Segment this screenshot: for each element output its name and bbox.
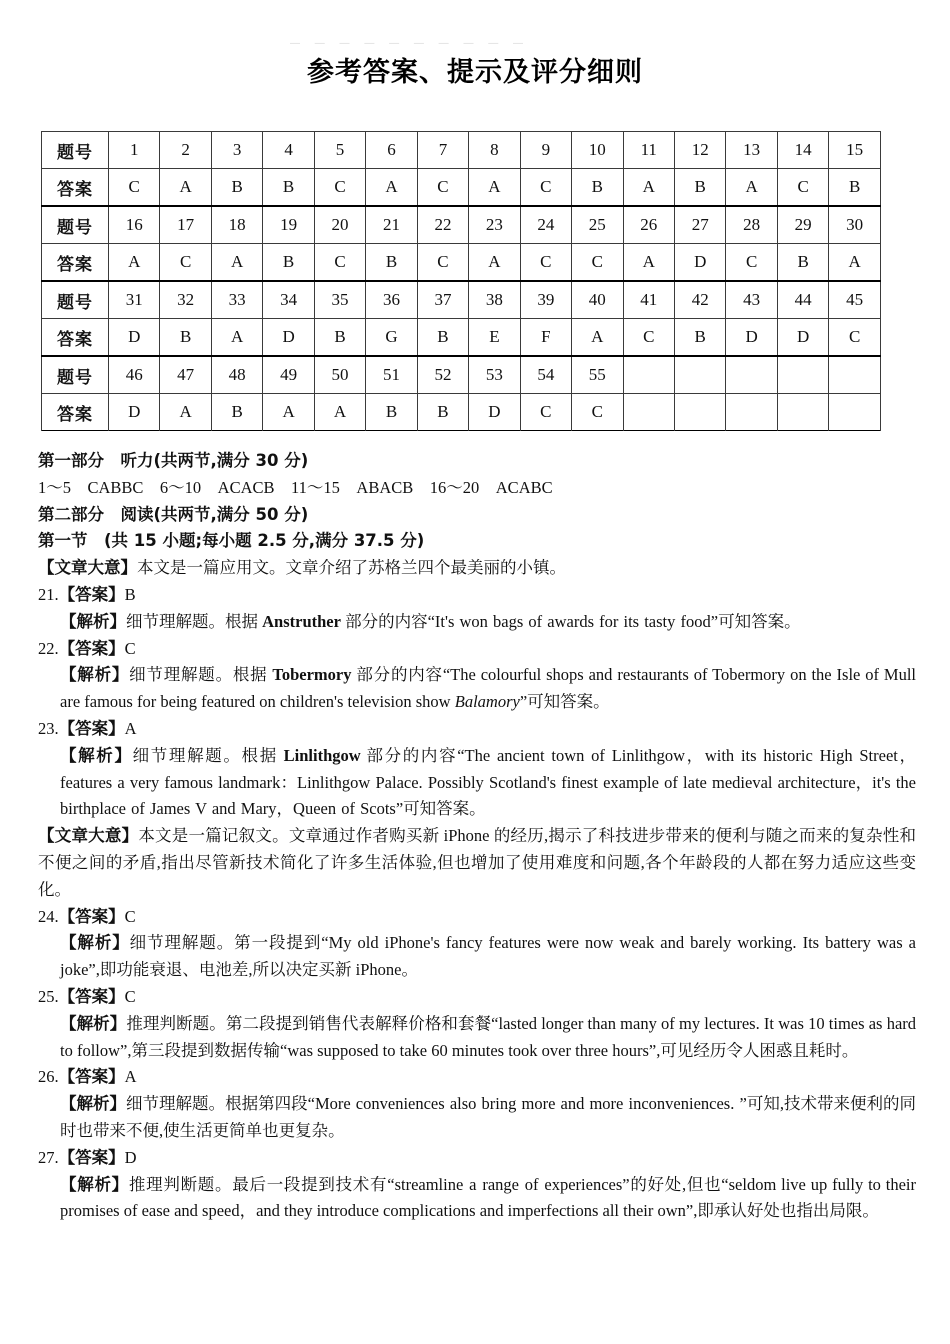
cell-number: 28 xyxy=(726,206,777,244)
cell-answer: B xyxy=(777,244,828,282)
analysis-label: 【解析】 xyxy=(60,1174,129,1194)
cell-answer: C xyxy=(572,244,623,282)
analysis-label: 【解析】 xyxy=(60,611,126,631)
cell-answer: D xyxy=(469,394,520,431)
cell-answer: B xyxy=(366,244,417,282)
cell-answer: B xyxy=(263,169,314,207)
cell-number: 20 xyxy=(314,206,365,244)
cell-number: 51 xyxy=(366,356,417,394)
cell-number: 37 xyxy=(417,281,468,319)
cell-answer: C xyxy=(829,319,881,357)
cell-number: 10 xyxy=(572,132,623,169)
cell-answer: B xyxy=(417,394,468,431)
cell-number: 2 xyxy=(160,132,211,169)
cell-answer: C xyxy=(417,244,468,282)
cell-number: 22 xyxy=(417,206,468,244)
row-header-number: 题号 xyxy=(42,356,109,394)
cell-answer: G xyxy=(366,319,417,357)
item-21-answer xyxy=(38,582,916,609)
cell-number: 31 xyxy=(109,281,160,319)
gist-text: 本文是一篇记叙文。文章通过作者购买新 iPhone 的经历,揭示了科技进步带来的便利与随之而来的复杂性和不便之间的矛盾,指出尽管新技术简化了许多生活体验,但也增加了使用难度和问题,各个年龄段的人都在努力适应这些变化。 xyxy=(38,826,916,899)
item-25-answer xyxy=(38,984,916,1011)
item-number: 26. xyxy=(38,1067,59,1087)
analysis-post: ”,即功能衰退、电池差,所以决定买新 iPhone。 xyxy=(88,960,418,980)
cell-number: 55 xyxy=(572,356,623,394)
cell-number: 5 xyxy=(314,132,365,169)
cell-number: 27 xyxy=(674,206,725,244)
cell-answer: C xyxy=(109,169,160,207)
cell-answer: B xyxy=(417,319,468,357)
analysis-post: ”可知答案。 xyxy=(395,799,486,819)
cell-answer: B xyxy=(211,394,262,431)
table-row xyxy=(42,244,881,282)
cell-number: 36 xyxy=(366,281,417,319)
cell-answer: C xyxy=(160,244,211,282)
answer-table-container xyxy=(41,131,881,431)
cell-answer: D xyxy=(777,319,828,357)
analysis-pre: 细节理解题。根据第四段“ xyxy=(126,1094,315,1114)
analysis-quote: lasted longer than many of my lectures. It was 10 times as hard to follow xyxy=(60,1013,917,1060)
answer-value: A xyxy=(124,718,137,738)
cell-number: 3 xyxy=(211,132,262,169)
analysis-post: ”可知答案。 xyxy=(519,692,610,712)
cell-answer: F xyxy=(520,319,571,357)
cell-answer: C xyxy=(623,319,674,357)
page-title: 参考答案、提示及评分细则 xyxy=(307,57,643,88)
item-number: 23. xyxy=(38,718,59,738)
cell-number-empty xyxy=(623,356,674,394)
cell-answer: D xyxy=(109,319,160,357)
answer-value: C xyxy=(124,638,136,658)
analysis-quote-2: was supposed to take 60 minutes took over three hours xyxy=(287,1040,649,1060)
cell-number: 33 xyxy=(211,281,262,319)
cell-answer: B xyxy=(674,169,725,207)
cell-number: 47 xyxy=(160,356,211,394)
analysis-quote-2: seldom live up fully to their promises of ease and speed，and they introduce complications and imperfections all their own xyxy=(60,1174,917,1221)
answer-label: 【答案】 xyxy=(58,906,125,926)
cell-number: 21 xyxy=(366,206,417,244)
analysis-pre: 细节理解题。根据 xyxy=(126,611,263,631)
row-header-number: 题号 xyxy=(42,132,109,169)
cell-number: 17 xyxy=(160,206,211,244)
cell-number: 18 xyxy=(211,206,262,244)
cell-number: 6 xyxy=(366,132,417,169)
cell-number: 38 xyxy=(469,281,520,319)
cell-answer-empty xyxy=(777,394,828,431)
cell-number: 40 xyxy=(572,281,623,319)
cell-number: 53 xyxy=(469,356,520,394)
analysis-mid: 部分的内容“ xyxy=(340,611,435,631)
analysis-post: ”,可见经历令人困惑且耗时。 xyxy=(648,1040,859,1060)
cell-answer: A xyxy=(211,244,262,282)
analysis-post: ”可知,技术带来便利的同时也带来不便,使生活更简单也更复杂。 xyxy=(60,1094,917,1140)
cell-number: 24 xyxy=(520,206,571,244)
cell-number: 39 xyxy=(520,281,571,319)
cell-number: 32 xyxy=(160,281,211,319)
cell-answer: B xyxy=(263,244,314,282)
analysis-mid: ”的好处,但也“ xyxy=(622,1174,729,1194)
cell-number: 50 xyxy=(314,356,365,394)
cell-number: 35 xyxy=(314,281,365,319)
analysis-pre: 细节理解题。根据 xyxy=(132,745,284,765)
item-number: 22. xyxy=(38,638,59,658)
item-number: 21. xyxy=(38,584,59,604)
cell-answer: C xyxy=(520,244,571,282)
answer-label: 【答案】 xyxy=(58,1067,125,1087)
cell-number: 1 xyxy=(109,132,160,169)
cell-number: 26 xyxy=(623,206,674,244)
analysis-mid: 部分的内容“ xyxy=(360,745,465,765)
cell-number: 52 xyxy=(417,356,468,394)
cell-number: 15 xyxy=(829,132,881,169)
passage1-gist xyxy=(38,555,916,582)
cell-number: 4 xyxy=(263,132,314,169)
analysis-pre: 推理判断题。第二段提到销售代表解释价格和套餐“ xyxy=(126,1013,499,1033)
analysis-pre: 推理判断题。最后一段提到技术有“ xyxy=(128,1174,395,1194)
cell-number: 13 xyxy=(726,132,777,169)
item-number: 25. xyxy=(38,986,59,1006)
analysis-post: ”,即承认好处也指出局限。 xyxy=(685,1201,879,1221)
answer-label: 【答案】 xyxy=(58,584,125,604)
cell-answer: A xyxy=(469,244,520,282)
gist-label: 【文章大意】 xyxy=(38,826,139,846)
listening-answers-line: 1～5 CABBC 6～10 ACACB 11～15 ABACB 16～20 ACABC xyxy=(38,477,553,497)
cell-answer-empty xyxy=(726,394,777,431)
item-26-answer xyxy=(38,1064,916,1091)
item-24-answer xyxy=(38,904,916,931)
cell-number: 11 xyxy=(623,132,674,169)
cell-answer: A xyxy=(211,319,262,357)
cell-answer: C xyxy=(520,169,571,207)
item-25-analysis xyxy=(60,1011,916,1065)
analysis-quote: The colourful shops and restaurants of Tobermory on the Isle of Mull are famous for being featured on children's television show xyxy=(60,665,917,712)
table-row xyxy=(42,394,881,431)
row-header-answer: 答案 xyxy=(42,394,109,431)
cell-answer: D xyxy=(109,394,160,431)
cell-answer-empty xyxy=(829,394,881,431)
table-row xyxy=(42,169,881,207)
item-27-analysis xyxy=(60,1172,916,1226)
analysis-mid: 部分的内容“ xyxy=(351,665,451,685)
cell-number: 30 xyxy=(829,206,881,244)
row-header-answer: 答案 xyxy=(42,169,109,207)
cell-number: 42 xyxy=(674,281,725,319)
cell-number: 49 xyxy=(263,356,314,394)
item-26-analysis xyxy=(60,1091,916,1145)
analysis-label: 【解析】 xyxy=(60,933,130,953)
item-23-analysis xyxy=(60,743,916,823)
analysis-pre: 细节理解题。第一段提到“ xyxy=(129,933,329,953)
cell-number: 46 xyxy=(109,356,160,394)
answer-label: 【答案】 xyxy=(58,986,125,1006)
analysis-quote-italic: Balamory xyxy=(454,692,520,712)
cell-number: 44 xyxy=(777,281,828,319)
table-row xyxy=(42,319,881,357)
cell-answer: C xyxy=(777,169,828,207)
cell-number: 45 xyxy=(829,281,881,319)
cell-number-empty xyxy=(726,356,777,394)
cell-answer: B xyxy=(160,319,211,357)
cell-answer: E xyxy=(469,319,520,357)
analysis-keyword: Anstruther xyxy=(262,611,341,631)
analysis-label: 【解析】 xyxy=(60,745,133,765)
cell-answer: D xyxy=(674,244,725,282)
cell-number: 8 xyxy=(469,132,520,169)
explanations-body xyxy=(38,448,916,1225)
cell-answer: C xyxy=(520,394,571,431)
row-header-answer: 答案 xyxy=(42,319,109,357)
cell-number: 25 xyxy=(572,206,623,244)
table-row xyxy=(42,132,881,169)
watermark-strip: — — — — — — — — — — xyxy=(290,38,530,49)
cell-number: 54 xyxy=(520,356,571,394)
table-row xyxy=(42,206,881,244)
answer-value: A xyxy=(124,1067,137,1087)
cell-answer: A xyxy=(469,169,520,207)
cell-number-empty xyxy=(674,356,725,394)
cell-answer: D xyxy=(726,319,777,357)
cell-answer-empty xyxy=(674,394,725,431)
cell-answer: A xyxy=(623,169,674,207)
analysis-quote: streamline a range of experiences xyxy=(394,1174,623,1194)
cell-answer: D xyxy=(263,319,314,357)
cell-answer: A xyxy=(160,169,211,207)
analysis-quote: The ancient town of Linlithgow，with its historic High Street，features a very famous landmark：Linlithgow Palace. Possibly Scotland's finest example of late medieval architecture，it's the birthplace of James V and Mary，Queen of Scots xyxy=(60,745,917,819)
item-27-answer xyxy=(38,1145,916,1172)
cell-number: 19 xyxy=(263,206,314,244)
cell-answer: A xyxy=(366,169,417,207)
answer-value: B xyxy=(124,584,136,604)
cell-answer: C xyxy=(417,169,468,207)
answer-value: D xyxy=(124,1147,137,1167)
row-header-number: 题号 xyxy=(42,281,109,319)
cell-number: 34 xyxy=(263,281,314,319)
analysis-quote: It's won bags of awards for its tasty food xyxy=(434,611,711,631)
section1-heading: 第一节 (共 15 小题;每小题 2.5 分,满分 37.5 分) xyxy=(38,531,425,551)
item-number: 24. xyxy=(38,906,59,926)
cell-number: 41 xyxy=(623,281,674,319)
cell-answer: A xyxy=(314,394,365,431)
cell-number: 48 xyxy=(211,356,262,394)
analysis-pre: 细节理解题。根据 xyxy=(129,665,273,685)
item-number: 27. xyxy=(38,1147,59,1167)
passage2-gist xyxy=(38,823,916,903)
answer-label: 【答案】 xyxy=(58,638,125,658)
answer-label: 【答案】 xyxy=(58,1147,125,1167)
cell-answer-empty xyxy=(623,394,674,431)
cell-number-empty xyxy=(829,356,881,394)
cell-number: 12 xyxy=(674,132,725,169)
cell-number-empty xyxy=(777,356,828,394)
cell-answer: B xyxy=(572,169,623,207)
part1-heading: 第一部分 听力(共两节,满分 30 分) xyxy=(38,451,309,470)
cell-answer: B xyxy=(829,169,881,207)
cell-answer: C xyxy=(726,244,777,282)
analysis-post: ”可知答案。 xyxy=(710,611,801,631)
item-22-answer xyxy=(38,636,916,663)
cell-answer: A xyxy=(726,169,777,207)
cell-answer: A xyxy=(623,244,674,282)
cell-number: 16 xyxy=(109,206,160,244)
gist-label: 【文章大意】 xyxy=(38,558,137,578)
analysis-quote: More conveniences also bring more and more inconveniences. xyxy=(314,1094,740,1114)
cell-answer: A xyxy=(109,244,160,282)
cell-answer: A xyxy=(572,319,623,357)
analysis-mid: ”,第三段提到数据传输“ xyxy=(120,1040,288,1060)
analysis-keyword: Tobermory xyxy=(272,665,352,685)
cell-number: 43 xyxy=(726,281,777,319)
cell-answer: B xyxy=(211,169,262,207)
item-23-answer xyxy=(38,716,916,743)
cell-answer: C xyxy=(314,244,365,282)
cell-answer: A xyxy=(829,244,881,282)
table-row xyxy=(42,356,881,394)
analysis-label: 【解析】 xyxy=(60,665,130,685)
answer-value: C xyxy=(124,986,136,1006)
analysis-label: 【解析】 xyxy=(60,1094,127,1114)
cell-answer: A xyxy=(160,394,211,431)
cell-number: 23 xyxy=(469,206,520,244)
row-header-number: 题号 xyxy=(42,206,109,244)
analysis-keyword: Linlithgow xyxy=(283,745,361,765)
gist-text: 本文是一篇应用文。文章介绍了苏格兰四个最美丽的小镇。 xyxy=(137,558,566,578)
cell-answer: C xyxy=(572,394,623,431)
table-row xyxy=(42,281,881,319)
cell-number: 7 xyxy=(417,132,468,169)
cell-answer: B xyxy=(674,319,725,357)
answer-label: 【答案】 xyxy=(58,718,125,738)
cell-number: 14 xyxy=(777,132,828,169)
item-24-analysis xyxy=(60,930,916,984)
analysis-quote: My old iPhone's fancy features were now weak and barely working. Its battery was a joke xyxy=(60,933,916,980)
item-22-analysis xyxy=(60,662,916,716)
answer-key-table xyxy=(41,131,881,431)
cell-answer: B xyxy=(314,319,365,357)
cell-answer: A xyxy=(263,394,314,431)
cell-answer: B xyxy=(366,394,417,431)
cell-answer: C xyxy=(314,169,365,207)
analysis-label: 【解析】 xyxy=(60,1013,127,1033)
item-21-analysis xyxy=(60,609,916,636)
answer-value: C xyxy=(124,906,136,926)
cell-number: 9 xyxy=(520,132,571,169)
row-header-answer: 答案 xyxy=(42,244,109,282)
part2-heading: 第二部分 阅读(共两节,满分 50 分) xyxy=(38,504,309,524)
cell-number: 29 xyxy=(777,206,828,244)
